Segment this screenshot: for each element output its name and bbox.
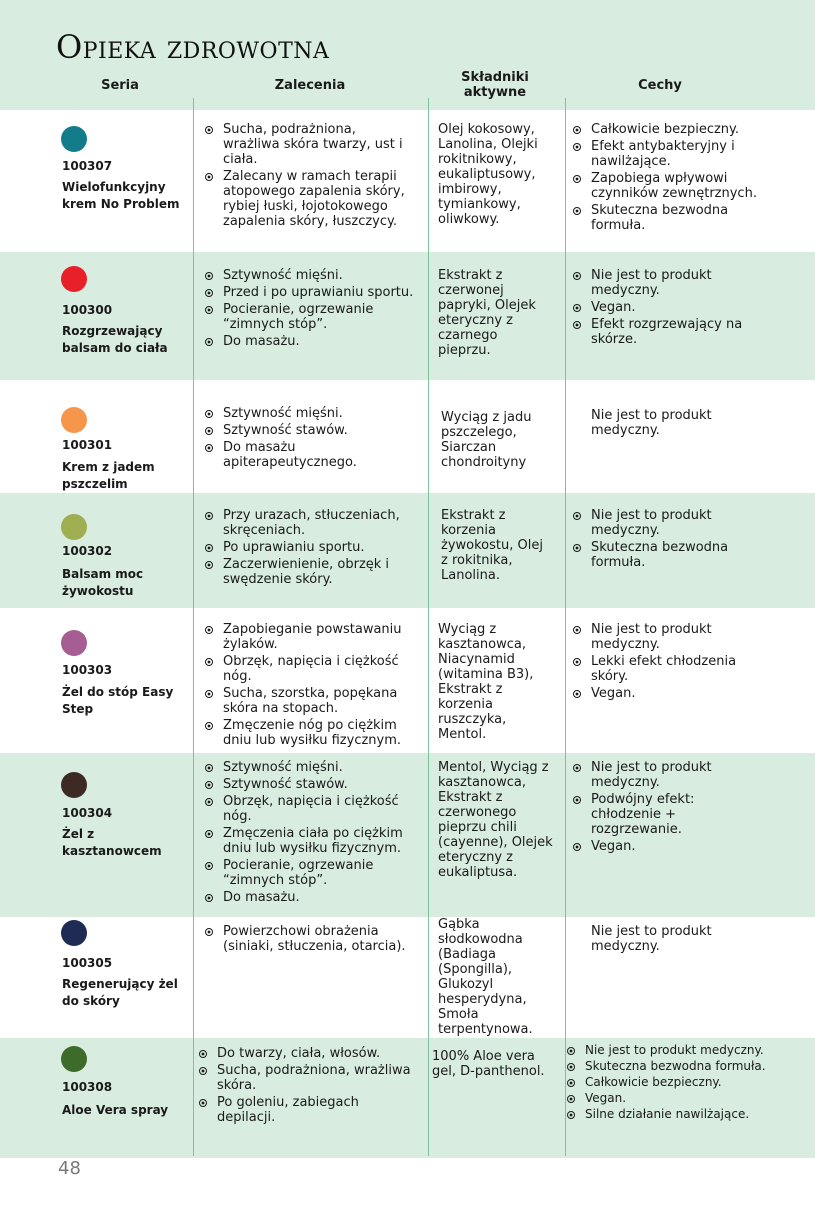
list-item: Całkowicie bezpieczny. (566, 1075, 806, 1089)
list-item: Vegan. (572, 300, 762, 315)
color-dot (61, 407, 87, 433)
list-item: Lekki efekt chłodzenia skóry. (572, 654, 762, 684)
skladniki-cell: Mentol, Wyciąg z kasztanowca, Ekstrakt z czerwonego pieprzu chili (cayenne), Olejek eteryczny z eukaliptusa. (438, 760, 553, 880)
list-item: Skuteczna bezwodna formuła. (566, 1059, 806, 1073)
list-item: Skuteczna bezwodna formuła. (572, 540, 762, 570)
cechy-cell (572, 622, 762, 703)
list-item: Do masażu. (204, 890, 414, 905)
cechy-cell: Nie jest to produkt medyczny. (591, 408, 712, 438)
header-seria: Seria (101, 78, 139, 93)
list-item: Efekt antybakteryjny i nawilżające. (572, 139, 762, 169)
zalecenia-cell (204, 268, 414, 351)
list-item: Efekt rozgrzewający na skórze. (572, 317, 762, 347)
skladniki-cell: Olej kokosowy, Lanolina, Olejki rokitnikowy, eukaliptusowy, imbirowy, tymiankowy, oliwkowy. (438, 122, 538, 227)
zalecenia-cell (198, 1046, 418, 1127)
product-name: Balsam moc żywokostu (62, 567, 144, 598)
color-dot (61, 514, 87, 540)
zalecenia-cell (204, 122, 414, 231)
list-item: Przed i po uprawianiu sportu. (204, 285, 414, 300)
list-item: Silne działanie nawilżające. (566, 1107, 806, 1121)
list-item: Sucha, szorstka, popękana skóra na stopach. (204, 686, 414, 716)
skladniki-cell: Wyciąg z jadu pszczelego, Siarczan chondroityny (441, 410, 532, 470)
cechy-cell (572, 268, 762, 349)
list-item: Vegan. (566, 1091, 806, 1105)
table-row (0, 268, 815, 380)
product-code: 100307 (62, 159, 113, 173)
product-code: 100303 (62, 663, 113, 677)
list-item: Po uprawianiu sportu. (204, 540, 414, 555)
product-code: 100301 (62, 438, 113, 452)
list-item: Do masażu apiterapeutycznego. (204, 440, 414, 470)
zalecenia-cell (204, 406, 414, 472)
list-item: Powierzchowi obrażenia (siniaki, stłuczenia, otarcia). (204, 924, 414, 954)
skladniki-cell: Wyciąg z kasztanowca, Niacynamid (witamina B3), Ekstrakt z korzenia ruszczyka, Mentol. (438, 622, 534, 742)
product-name: Aloe Vera spray (62, 1103, 169, 1117)
skladniki-cell: Ekstrakt z czerwonej papryki, Olejek eteryczny z czarnego pieprzu. (438, 268, 536, 358)
list-item: Sztywność stawów. (204, 423, 414, 438)
header-zalecenia: Zalecenia (274, 78, 346, 93)
list-item: Sucha, podrażniona, wrażliwa skóra. (198, 1063, 418, 1093)
header-skladniki: Składniki aktywne (461, 70, 529, 100)
list-item: Nie jest to produkt medyczny. (572, 508, 762, 538)
product-code: 100308 (62, 1080, 113, 1094)
color-dot (61, 920, 87, 946)
list-item: Obrzęk, napięcia i ciężkość nóg. (204, 794, 414, 824)
list-item: Nie jest to produkt medyczny. (572, 622, 762, 652)
list-item: Zmęczenie nóg po ciężkim dniu lub wysiłku fizycznym. (204, 718, 414, 748)
cechy-cell (572, 760, 762, 856)
cechy-cell (566, 1043, 806, 1123)
list-item: Sztywność stawów. (204, 777, 414, 792)
table-row (0, 760, 815, 917)
list-item: Pocieranie, ogrzewanie “zimnych stóp”. (204, 302, 414, 332)
list-item: Zaczerwienienie, obrzęk i swędzenie skóry. (204, 557, 414, 587)
list-item: Skuteczna bezwodna formuła. (572, 203, 762, 233)
table-row (0, 1043, 815, 1158)
list-item: Sztywność mięśni. (204, 406, 414, 421)
color-dot (61, 772, 87, 798)
list-item: Zmęczenia ciała po ciężkim dniu lub wysiłku fizycznym. (204, 826, 414, 856)
table-row (0, 122, 815, 252)
list-item: Nie jest to produkt medyczny. (572, 760, 762, 790)
skladniki-cell: 100% Aloe vera gel, D-panthenol. (432, 1049, 545, 1079)
list-item: Sucha, podrażniona, wrażliwa skóra twarzy, ust i ciała. (204, 122, 414, 167)
product-code: 100305 (62, 956, 113, 970)
list-item: Podwójny efekt: chłodzenie + rozgrzewanie. (572, 792, 762, 837)
product-code: 100302 (62, 544, 113, 558)
color-dot (61, 1046, 87, 1072)
table-row (0, 406, 815, 493)
cechy-cell (572, 508, 762, 572)
skladniki-cell: Ekstrakt z korzenia żywokostu, Olej z rokitnika, Lanolina. (441, 508, 543, 583)
list-item: Nie jest to produkt medyczny. (566, 1043, 806, 1057)
page-title: Opieka zdrowotna (56, 28, 330, 66)
zalecenia-cell (204, 760, 414, 907)
list-item: Vegan. (572, 686, 762, 701)
table-row (0, 508, 815, 608)
product-name: Rozgrzewający balsam do ciała (62, 324, 168, 355)
product-name: Żel do stóp Easy Step (62, 685, 174, 716)
list-item: Sztywność mięśni. (204, 760, 414, 775)
list-item: Zapobiega wpływowi czynników zewnętrznych. (572, 171, 762, 201)
product-code: 100304 (62, 806, 113, 820)
zalecenia-cell (204, 924, 414, 956)
product-name: Wielofunkcyjny krem No Problem (62, 180, 180, 211)
product-name: Regenerujący żel do skóry (62, 977, 178, 1008)
list-item: Po goleniu, zabiegach depilacji. (198, 1095, 418, 1125)
list-item: Do masażu. (204, 334, 414, 349)
list-item: Sztywność mięśni. (204, 268, 414, 283)
list-item: Vegan. (572, 839, 762, 854)
zalecenia-cell (204, 622, 414, 750)
color-dot (61, 266, 87, 292)
table-row (0, 622, 815, 753)
zalecenia-cell (204, 508, 414, 589)
list-item: Zapobieganie powstawaniu żylaków. (204, 622, 414, 652)
page-number: 48 (58, 1158, 81, 1179)
list-item: Pocieranie, ogrzewanie “zimnych stóp”. (204, 858, 414, 888)
color-dot (61, 630, 87, 656)
list-item: Całkowicie bezpieczny. (572, 122, 762, 137)
product-name: Krem z jadem pszczelim (62, 460, 155, 491)
list-item: Do twarzy, ciała, włosów. (198, 1046, 418, 1061)
header-cechy: Cechy (638, 78, 682, 93)
product-code: 100300 (62, 303, 113, 317)
cechy-cell: Nie jest to produkt medyczny. (591, 924, 712, 954)
cechy-cell (572, 122, 762, 235)
list-item: Obrzęk, napięcia i ciężkość nóg. (204, 654, 414, 684)
list-item: Zalecany w ramach terapii atopowego zapalenia skóry, rybiej łuski, łojotokowego zapalenia skóry, łuszczycy. (204, 169, 414, 229)
skladniki-cell: Gąbka słodkowodna (Badiaga (Spongilla), Glukozyl hesperydyna, Smoła terpentynowa. (438, 917, 533, 1037)
list-item: Nie jest to produkt medyczny. (572, 268, 762, 298)
product-name: Żel z kasztanowcem (62, 827, 162, 858)
table-row (0, 917, 815, 1038)
list-item: Przy urazach, stłuczeniach, skręceniach. (204, 508, 414, 538)
color-dot (61, 126, 87, 152)
